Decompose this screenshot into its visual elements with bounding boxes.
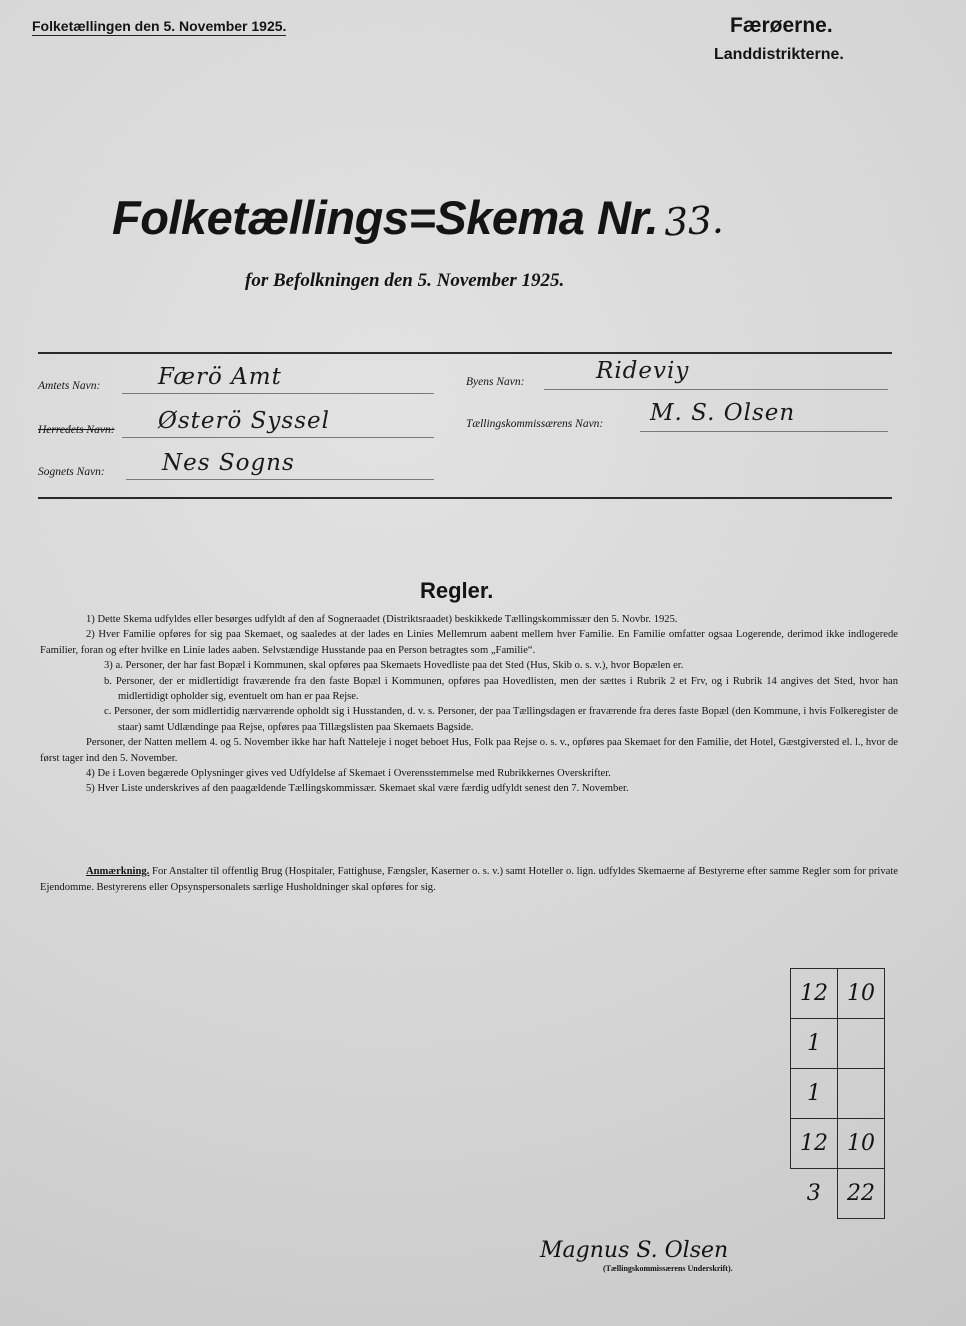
rule-3b: b. Personer, der er midlertidigt fraværende fra den faste Bopæl i Kommunen, opføres paa Hovedlisten, men der sættes i Rubrik 2 et Frv, og i Rubrik 14 angives det Sted, hvor han midlertidigt opholder sig, eventuelt om han er paa Rejse. [104,675,898,703]
rule-1: 1) Dette Skema udfyldes eller besørges udfyldt af den af Sogneraadet (Distriktsraadet) beskikkede Tællingskommissær den 5. Novbr. 1925. [86,614,678,625]
byens-navn-value: Rideviy [596,358,690,384]
schema-number-handwritten: 33. [663,197,725,245]
tally-cell: 22 [838,1169,885,1219]
note-text: For Anstalter til offentlig Brug (Hospitaler, Fattighuse, Fængsler, Kaserner o. s. v.) samt Hoteller o. lign. udfyldes Skemaerne af Bestyrerne efter samme Regler som for private Ejendomme. Bestyrerens eller Opsynspersonalets særlige Husholdninger skal opføres for sig. [40,866,898,893]
tally-cell: 10 [838,1119,885,1169]
byens-navn-line [544,389,888,390]
rules-title: Regler. [420,578,494,603]
tally-cell [838,1019,885,1069]
sognets-navn-value: Nes Sogns [162,450,295,476]
byens-navn-label: Byens Navn: [466,376,525,388]
rules-text [40,612,898,797]
taellingskommissaer-line [640,431,888,432]
header-region: Færøerne. [730,14,833,37]
rule-2: 2) Hver Familie opføres for sig paa Skemaet, og saaledes at der lades en Linies Mellemrum aabent mellem hver Familie. En Familie omfatter ogsaa Logerende, derimod ikke indlogerede Familier, foran og efter hvilke en Linie lades aaben. Selvstændige Husstande paa en Person betragtes som „Familie“. [40,629,898,656]
tally-cell: 10 [838,969,885,1019]
divider-top [38,352,892,354]
note-block [40,864,898,896]
rule-3c: c. Personer, der som midlertidig nærværende opholdt sig i Husstanden, d. v. s. Personer, der paa Tællingsdagen er fraværende fra deres faste Bopæl (den Kommune, i hvis Folkeregister de staar) samt Udlændinge paa Rejse, opføres paa Tillægslisten paa Skemaets Bagside. [104,706,898,733]
tally-cell: 3 [806,1181,821,1207]
page-title [112,190,723,245]
rule-5: 5) Hver Liste underskrives af den paagældende Tællingskommissær. Skemaet skal være færdig udfyldt senest den 7. November. [86,783,629,795]
tally-table [790,968,885,1219]
rule-night: Personer, der Natten mellem 4. og 5. November ikke har haft Natteleje i noget beboet Hus, Folk paa Rejse o. s. v., opføres paa Skemaet for den Familie, det Hotel, Gæstgiversted el. l., hvor de først tager ind den 5. November. [40,737,898,764]
tally-cell: 1 [791,1019,838,1069]
tally-cell: 12 [791,1119,838,1169]
sognets-navn-label: Sognets Navn: [38,466,105,478]
taellingskommissaer-value: M. S. Olsen [650,400,796,426]
page-title-text: Folketællings=Skema Nr. [112,191,659,244]
rule-4: 4) De i Loven begærede Oplysninger gives ved Udfyldelse af Skemaet i Overensstemmelse med Rubrikkernes Overskrifter. [86,768,611,780]
tally-cell: 12 [791,969,838,1019]
tally-cell: 1 [791,1069,838,1119]
header-district-type: Landdistrikterne. [714,46,844,63]
amtets-navn-line [122,393,434,394]
tally-row [791,1169,885,1219]
tally-cell [838,1069,885,1119]
tally-row [791,1069,885,1119]
page-subtitle: for Befolkningen den 5. November 1925. [245,270,565,291]
herredets-navn-value: Østerö Syssel [158,408,330,434]
herredets-navn-label: Herredets Navn: [38,424,115,436]
signature-caption: (Tællingskommissærens Underskrift). [603,1264,733,1273]
amtets-navn-value: Færö Amt [158,364,282,390]
signature-handwritten: Magnus S. Olsen [540,1238,729,1263]
note-label: Anmærkning. [86,866,150,877]
header-census-date: Folketællingen den 5. November 1925. [32,18,287,34]
rule-3a: 3) a. Personer, der har fast Bopæl i Kommunen, skal opføres paa Skemaets Hovedliste paa det Sted (Hus, Skib o. s. v.), hvor Bopælen er. [104,660,684,672]
tally-row [791,1119,885,1169]
tally-row [791,1019,885,1069]
amtets-navn-label: Amtets Navn: [38,380,101,392]
divider-bottom [38,497,892,499]
tally-row [791,969,885,1019]
sognets-navn-line [126,479,434,480]
taellingskommissaer-label: Tællingskommissærens Navn: [466,418,604,430]
herredets-navn-line [122,437,434,438]
